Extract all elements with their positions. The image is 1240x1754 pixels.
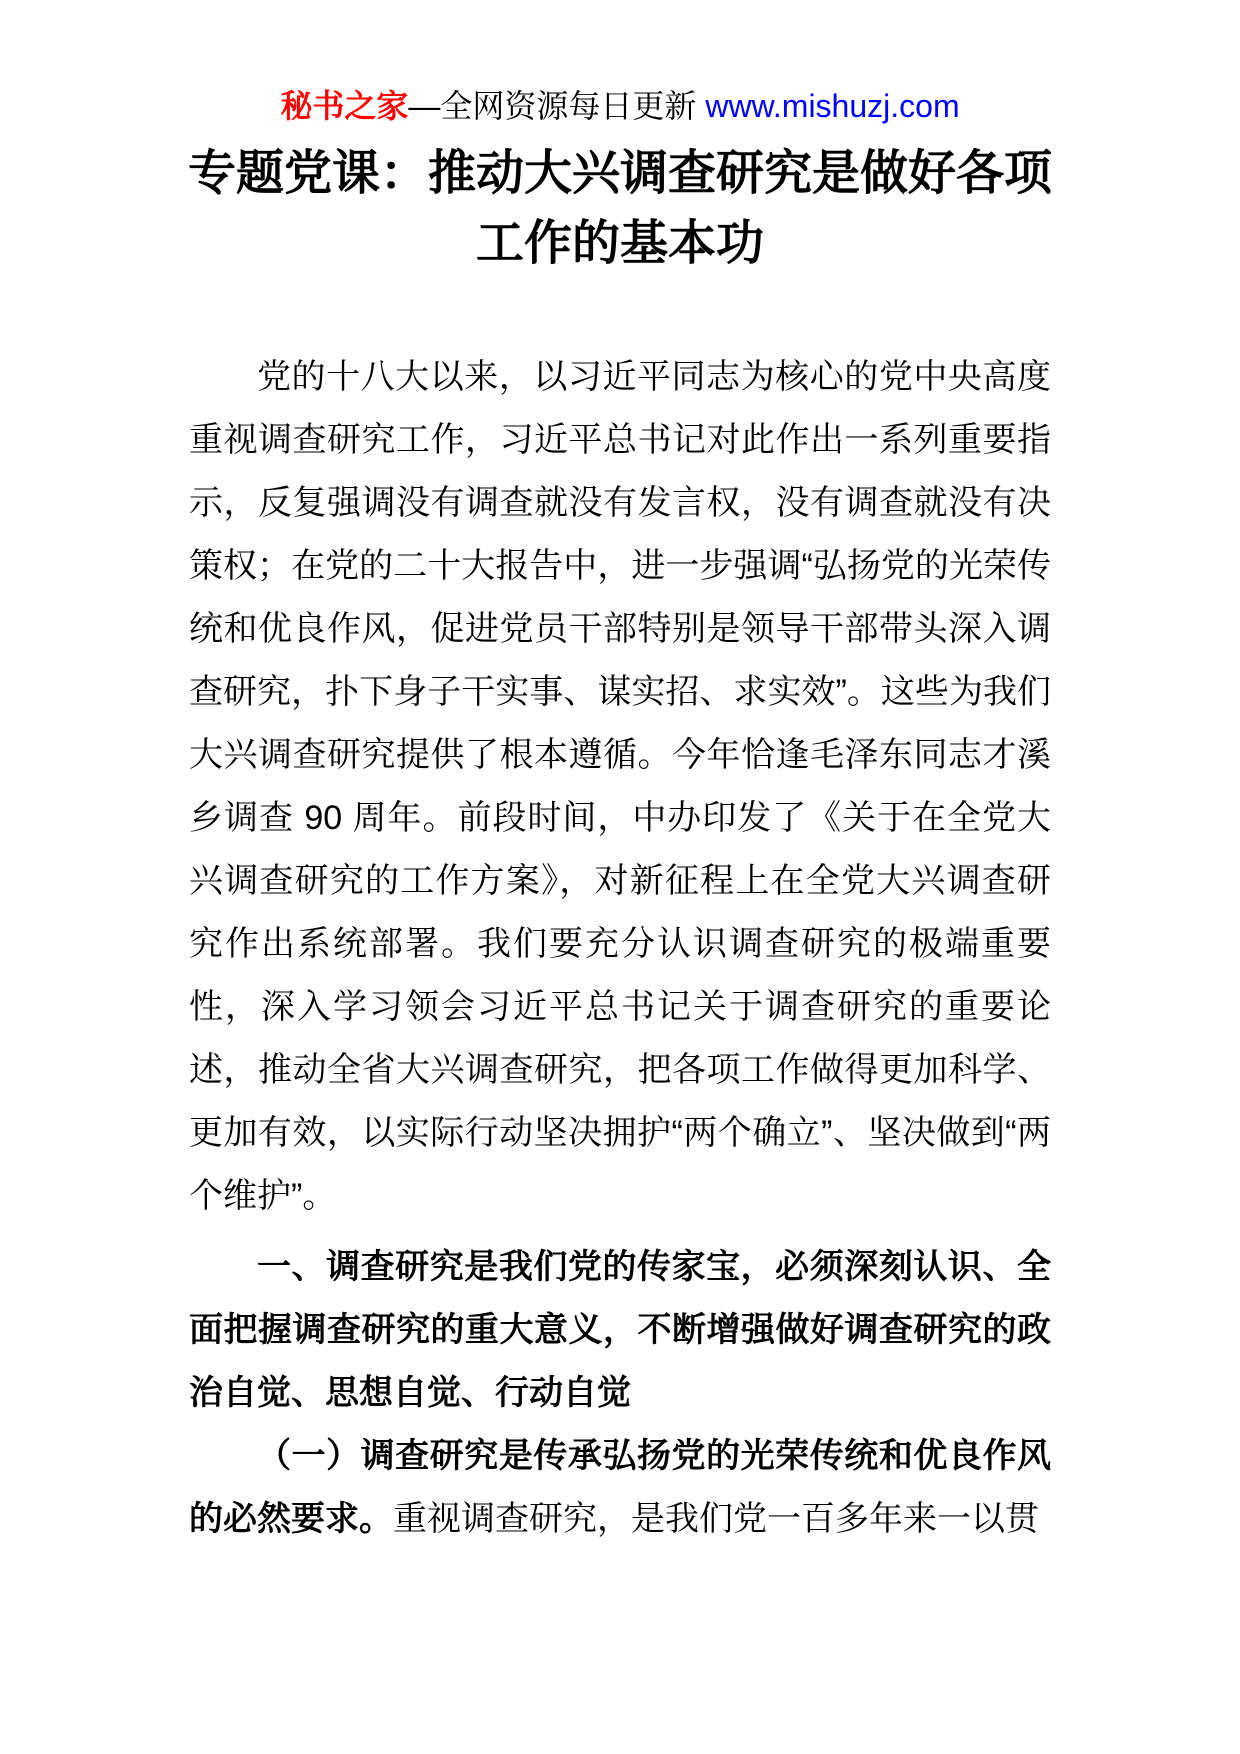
site-url: www.mishuzj.com	[705, 88, 960, 124]
subsection-1-lead: （一）调查研究是传承弘扬党的光荣传统和优良作风的必然要求。	[189, 1437, 1051, 1538]
section-heading-1: 一、调查研究是我们党的传家宝，必须深刻认识、全面把握调查研究的重大意义，不断增强做好调查研究的政治自觉、思想自觉、行动自觉	[189, 1248, 1051, 1412]
subsection-paragraph-1	[189, 1425, 1051, 1551]
document-body	[189, 346, 1051, 1551]
document-title: 专题党课：推动大兴调查研究是做好各项工作的基本功	[187, 147, 1052, 270]
body-paragraph-intro: 党的十八大以来，以习近平同志为核心的党中央高度重视调查研究工作，习近平总书记对此作出一系列重要指示，反复强调没有调查就没有发言权，没有调查就没有决策权；在党的二十大报告中，进一步强调“弘扬党的光荣传统和优良作风，促进党员干部特别是领导干部带头深入调查研究，扑下身子干实事、谋实招、求实效”。这些为我们大兴调查研究提供了根本遵循。今年恰逢毛泽东同志才溪乡调查 90 周年。前段时间，中办印发了《关于在全党大兴调查研究的工作方案》，对新征程上在全党大兴调查研究作出系统部署。我们要充分认识调查研究的极端重要性，深入学习领会习近平总书记关于调查研究的重要论述，推动全省大兴调查研究，把各项工作做得更加科学、更加有效，以实际行动坚决拥护“两个确立”、坚决做到“两个维护”。	[189, 358, 1051, 1215]
site-brand: 秘书之家	[280, 88, 409, 124]
site-tagline: —全网资源每日更新	[408, 88, 697, 124]
subsection-1-body: 重视调查研究，是我们党一百多年来一以贯	[393, 1500, 1039, 1538]
document-header	[0, 86, 1240, 126]
